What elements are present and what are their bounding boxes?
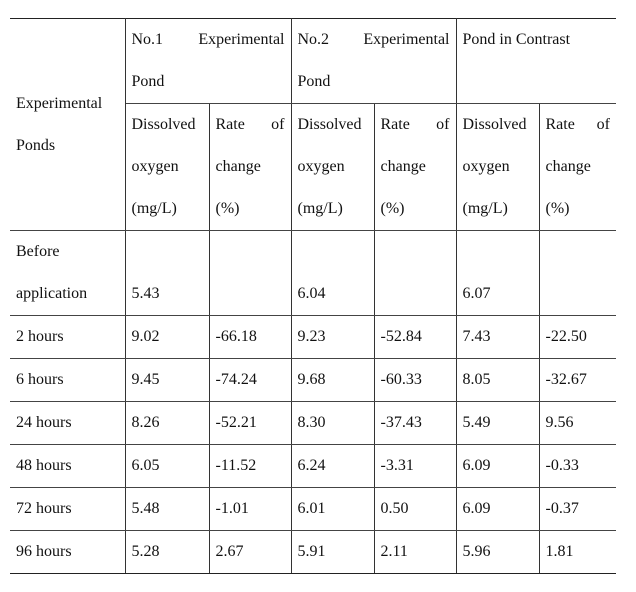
table-row bbox=[10, 488, 616, 531]
table-cell: 9.02 bbox=[125, 316, 209, 359]
table-cell: 6.07 bbox=[456, 231, 539, 316]
table-cell: 8.05 bbox=[456, 359, 539, 402]
table-cell: 0.50 bbox=[374, 488, 456, 531]
table-cell: -0.33 bbox=[539, 445, 616, 488]
group-header-pond-2 bbox=[291, 19, 456, 104]
table-row bbox=[10, 316, 616, 359]
table-cell: 9.68 bbox=[291, 359, 374, 402]
table-cell: -22.50 bbox=[539, 316, 616, 359]
table-cell: -52.84 bbox=[374, 316, 456, 359]
sub-dissolved-line2: oxygen bbox=[297, 158, 345, 175]
subheader-rate-2 bbox=[374, 104, 456, 231]
sub-dissolved-line3: (mg/L) bbox=[131, 200, 177, 217]
sub-rate-word2: of bbox=[271, 116, 285, 133]
table-cell: -11.52 bbox=[209, 445, 291, 488]
table-cell: -37.43 bbox=[374, 402, 456, 445]
table-row bbox=[10, 402, 616, 445]
sub-dissolved-line1: Dissolved bbox=[131, 116, 196, 133]
table-row bbox=[10, 445, 616, 488]
row-label bbox=[10, 231, 125, 316]
sub-rate-line3: (%) bbox=[215, 200, 240, 217]
table-cell: 9.45 bbox=[125, 359, 209, 402]
table-cell: 5.28 bbox=[125, 531, 209, 574]
dissolved-oxygen-table bbox=[10, 18, 616, 574]
table-cell: -60.33 bbox=[374, 359, 456, 402]
sub-dissolved-line2: oxygen bbox=[462, 158, 510, 175]
row-label-line2: application bbox=[16, 285, 88, 302]
subheader-dissolved-2 bbox=[291, 104, 374, 231]
table-cell: -32.67 bbox=[539, 359, 616, 402]
table-cell: 5.96 bbox=[456, 531, 539, 574]
group-3-label: Pond in Contrast bbox=[462, 31, 571, 48]
table-cell: 6.09 bbox=[456, 488, 539, 531]
row-label: 24 hours bbox=[10, 402, 125, 445]
sub-rate-line3: (%) bbox=[380, 200, 405, 217]
row-label: 72 hours bbox=[10, 488, 125, 531]
table-cell: 5.48 bbox=[125, 488, 209, 531]
subheader-dissolved-1 bbox=[125, 104, 209, 231]
sub-dissolved-line2: oxygen bbox=[131, 158, 179, 175]
sub-dissolved-line1: Dissolved bbox=[297, 116, 362, 133]
sub-rate-word1: Rate bbox=[380, 116, 410, 133]
sub-rate-line2: change bbox=[215, 158, 261, 175]
table-cell: 6.09 bbox=[456, 445, 539, 488]
table-cell bbox=[374, 231, 456, 316]
row-label: 96 hours bbox=[10, 531, 125, 574]
corner-header-line1: Experimental bbox=[16, 94, 103, 112]
table-cell bbox=[539, 231, 616, 316]
table-cell: -3.31 bbox=[374, 445, 456, 488]
sub-rate-word2: of bbox=[596, 116, 610, 133]
sub-rate-line2: change bbox=[545, 158, 591, 175]
group-2-label-line2: Pond bbox=[297, 73, 331, 90]
subheader-rate-1 bbox=[209, 104, 291, 231]
table-cell: -1.01 bbox=[209, 488, 291, 531]
sub-rate-word1: Rate bbox=[545, 116, 575, 133]
table-row bbox=[10, 359, 616, 402]
row-label: 48 hours bbox=[10, 445, 125, 488]
table-cell: 5.43 bbox=[125, 231, 209, 316]
row-label-line1: Before bbox=[16, 243, 60, 260]
sub-dissolved-line1: Dissolved bbox=[462, 116, 527, 133]
corner-header-cell bbox=[10, 19, 125, 231]
table-cell: 6.01 bbox=[291, 488, 374, 531]
group-1-label-b: Experimental bbox=[198, 31, 285, 48]
subheader-rate-3 bbox=[539, 104, 616, 231]
table-cell: 8.30 bbox=[291, 402, 374, 445]
table-cell: 9.23 bbox=[291, 316, 374, 359]
subheader-dissolved-3 bbox=[456, 104, 539, 231]
table-row bbox=[10, 231, 616, 316]
table-cell: 2.67 bbox=[209, 531, 291, 574]
sub-rate-line3: (%) bbox=[545, 200, 570, 217]
table-cell: 6.04 bbox=[291, 231, 374, 316]
table-row bbox=[10, 531, 616, 574]
sub-dissolved-line3: (mg/L) bbox=[297, 200, 343, 217]
table-cell: 6.05 bbox=[125, 445, 209, 488]
sub-dissolved-line3: (mg/L) bbox=[462, 200, 508, 217]
table-cell: 9.56 bbox=[539, 402, 616, 445]
group-1-label-line2: Pond bbox=[131, 73, 165, 90]
table-cell: 7.43 bbox=[456, 316, 539, 359]
table-cell bbox=[209, 231, 291, 316]
sub-rate-word2: of bbox=[436, 116, 450, 133]
table-cell: -0.37 bbox=[539, 488, 616, 531]
corner-header-line2: Ponds bbox=[16, 136, 56, 154]
table-cell: 6.24 bbox=[291, 445, 374, 488]
sub-rate-line2: change bbox=[380, 158, 426, 175]
table-cell: 8.26 bbox=[125, 402, 209, 445]
table-cell: 5.91 bbox=[291, 531, 374, 574]
group-header-pond-1 bbox=[125, 19, 291, 104]
table-cell: 1.81 bbox=[539, 531, 616, 574]
row-label: 2 hours bbox=[10, 316, 125, 359]
table-cell: 5.49 bbox=[456, 402, 539, 445]
group-1-label-a: No.1 bbox=[131, 31, 164, 48]
row-label: 6 hours bbox=[10, 359, 125, 402]
table-cell: -52.21 bbox=[209, 402, 291, 445]
table-cell: -66.18 bbox=[209, 316, 291, 359]
table-cell: 2.11 bbox=[374, 531, 456, 574]
table-cell: -74.24 bbox=[209, 359, 291, 402]
group-2-label-b: Experimental bbox=[363, 31, 450, 48]
sub-rate-word1: Rate bbox=[215, 116, 245, 133]
group-header-contrast bbox=[456, 19, 616, 104]
group-2-label-a: No.2 bbox=[297, 31, 330, 48]
